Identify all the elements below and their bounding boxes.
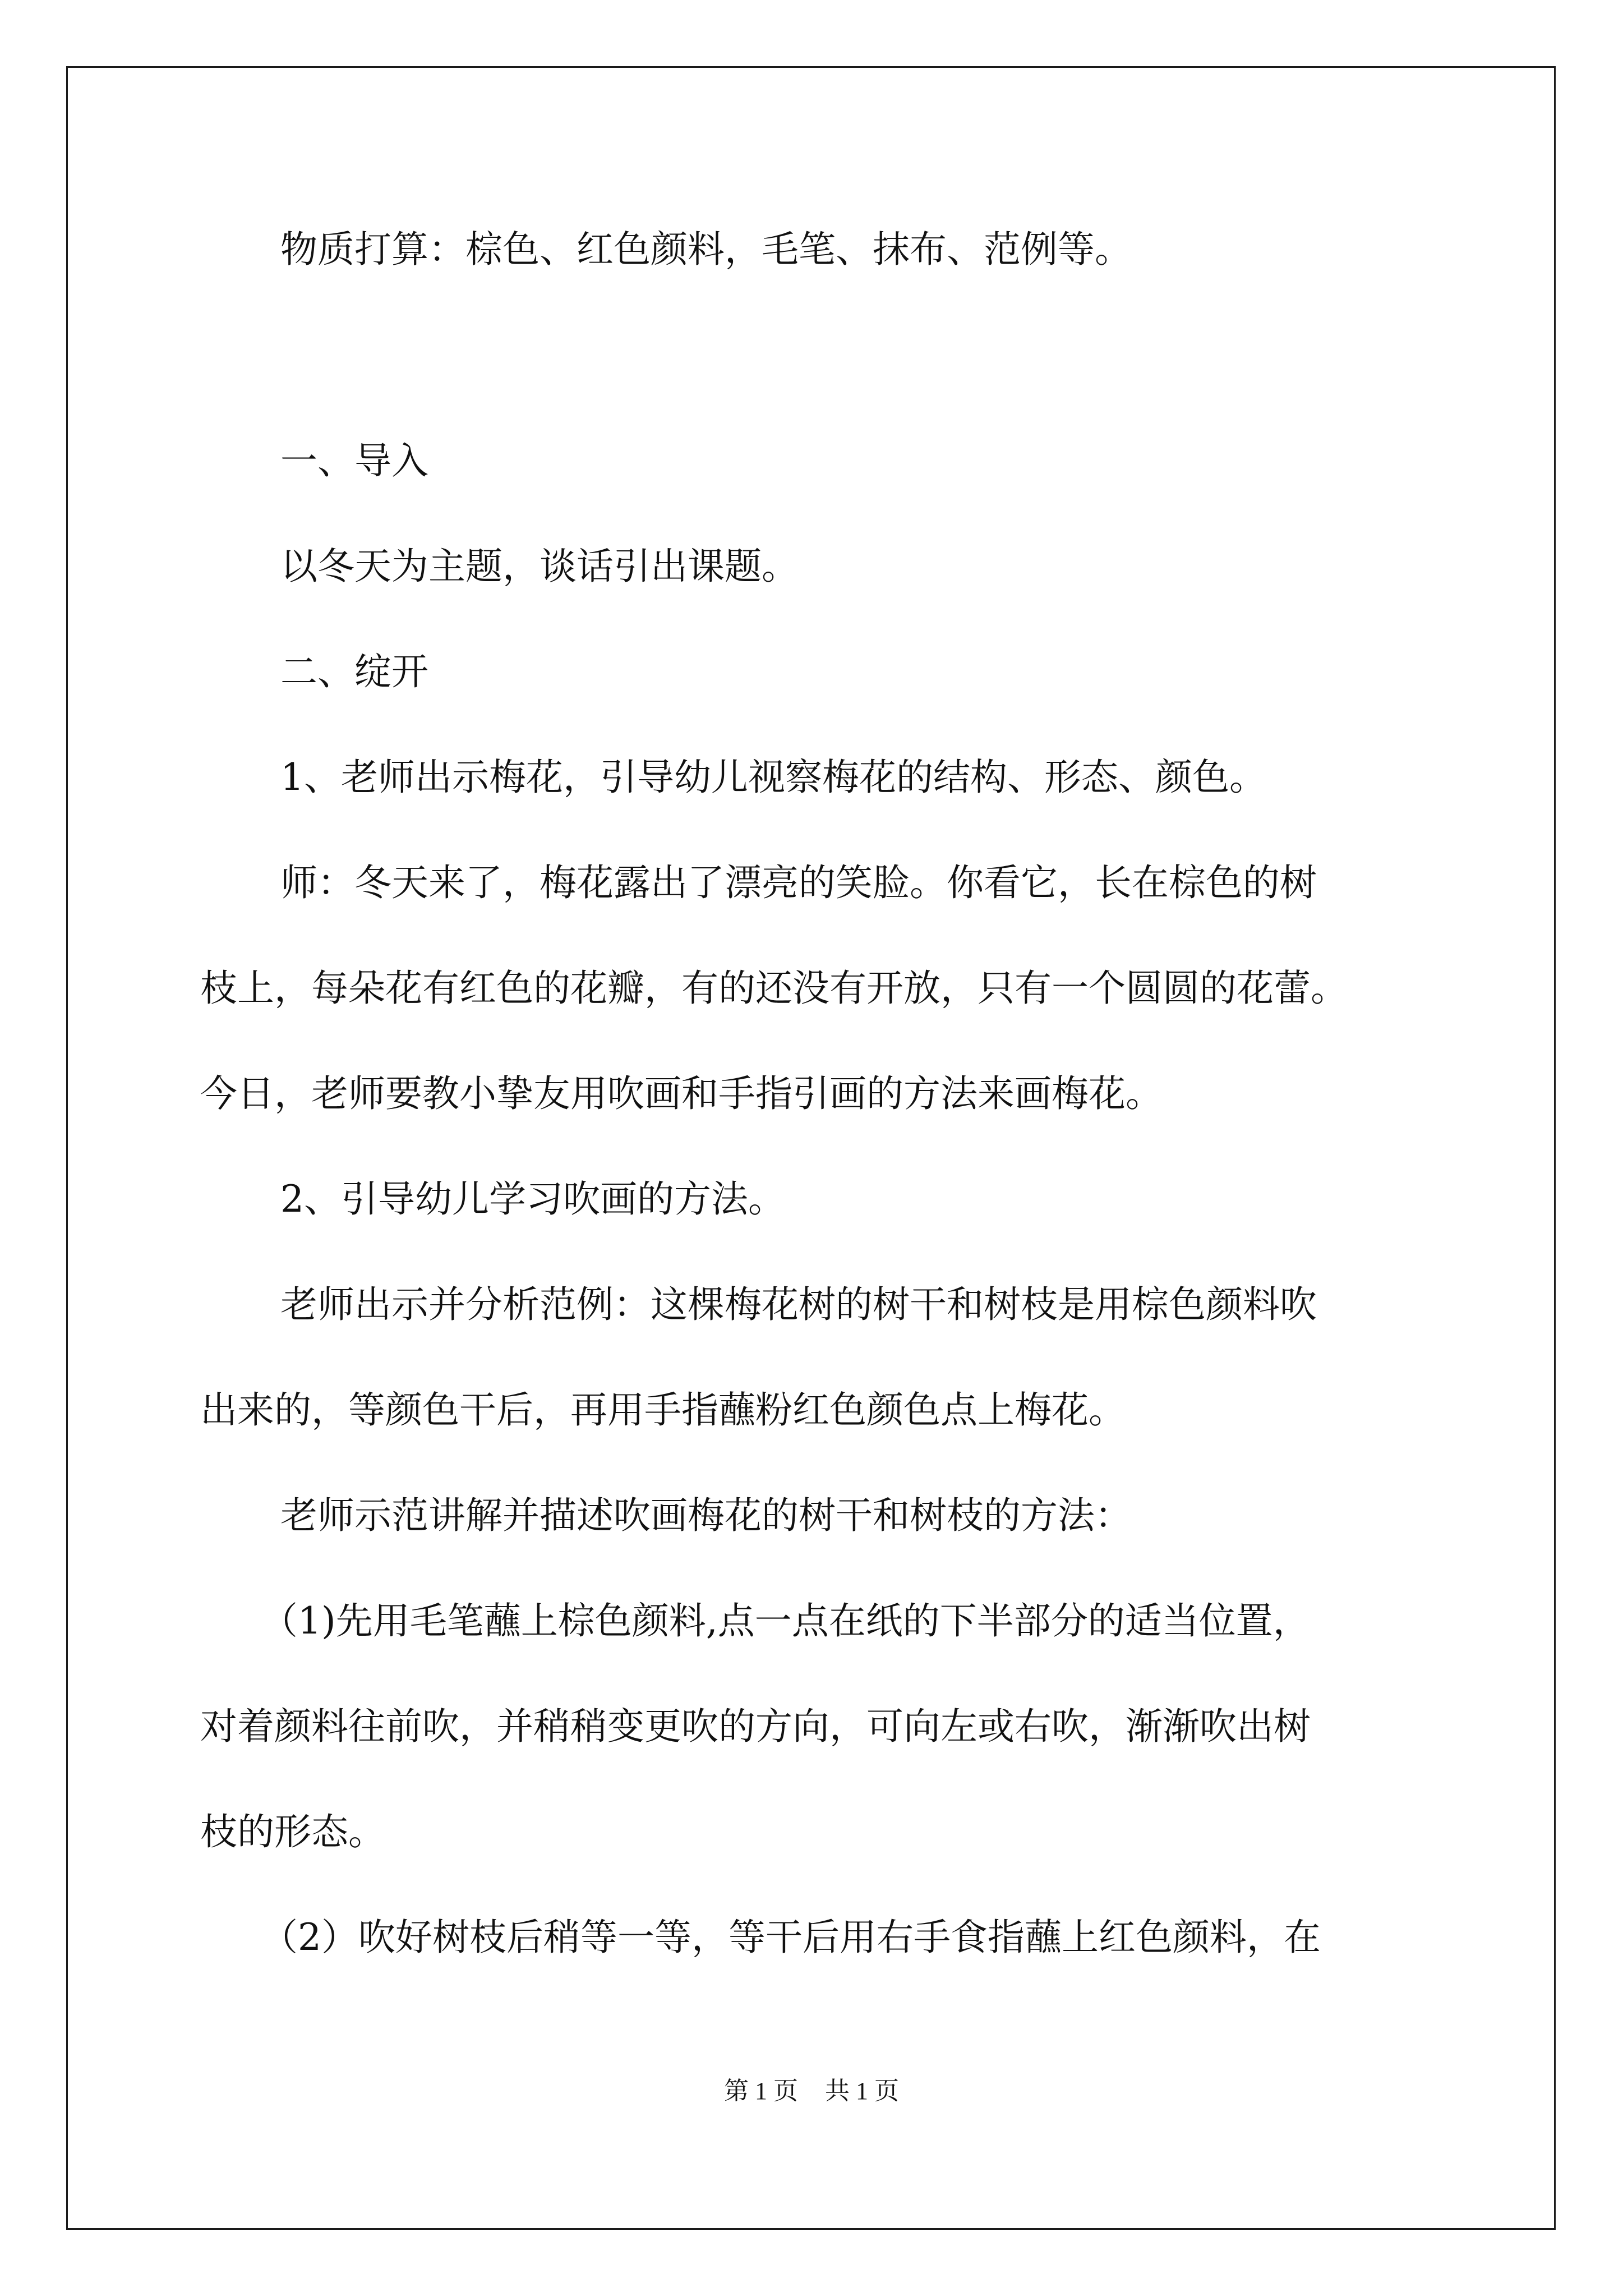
paragraph-line: 对着颜料往前吹，并稍稍变更吹的方向，可向左或右吹，渐渐吹出树: [200, 1705, 1311, 1748]
paragraph-line: （1)先用毛笔蘸上棕色颜料,点一点在纸的下半部分的适当位置，: [261, 1599, 1310, 1642]
section-heading-intro: 一、导入: [280, 439, 428, 482]
page-number: 第 1 页: [724, 2077, 798, 2105]
paragraph-line: 师：冬天来了，梅花露出了漂亮的笑脸。你看它，长在棕色的树: [280, 861, 1317, 904]
page-border: [66, 66, 1556, 2230]
paragraph-line: 老师出示并分析范例：这棵梅花树的树干和树枝是用棕色颜料吹: [280, 1283, 1317, 1326]
paragraph-line: 1、老师出示梅花，引导幼儿视察梅花的结构、形态、颜色。: [280, 756, 1266, 799]
paragraph-line: 今日，老师要教小挚友用吹画和手指引画的方法来画梅花。: [200, 1072, 1163, 1115]
paragraph-line: 以冬天为主题，谈话引出课题。: [280, 545, 799, 588]
paragraph-line: 老师示范讲解并描述吹画梅花的树干和树枝的方法：: [280, 1494, 1132, 1537]
paragraph-line: 2、引导幼儿学习吹画的方法。: [280, 1177, 785, 1221]
paragraph-line: （2）吹好树枝后稍等一等，等干后用右手食指蘸上红色颜料，在: [261, 1916, 1321, 1959]
materials-line: 物质打算：棕色、红色颜料，毛笔、抹布、范例等。: [280, 228, 1132, 271]
section-heading-develop: 二、绽开: [280, 650, 428, 693]
page-total: 共 1 页: [825, 2077, 899, 2105]
page-footer: [0, 2076, 1623, 2107]
paragraph-line: 枝上，每朵花有红色的花瓣，有的还没有开放，只有一个圆圆的花蕾。: [200, 967, 1348, 1010]
paragraph-line: 枝的形态。: [200, 1810, 385, 1853]
paragraph-line: 出来的，等颜色干后，再用手指蘸粉红色颜色点上梅花。: [200, 1388, 1126, 1432]
